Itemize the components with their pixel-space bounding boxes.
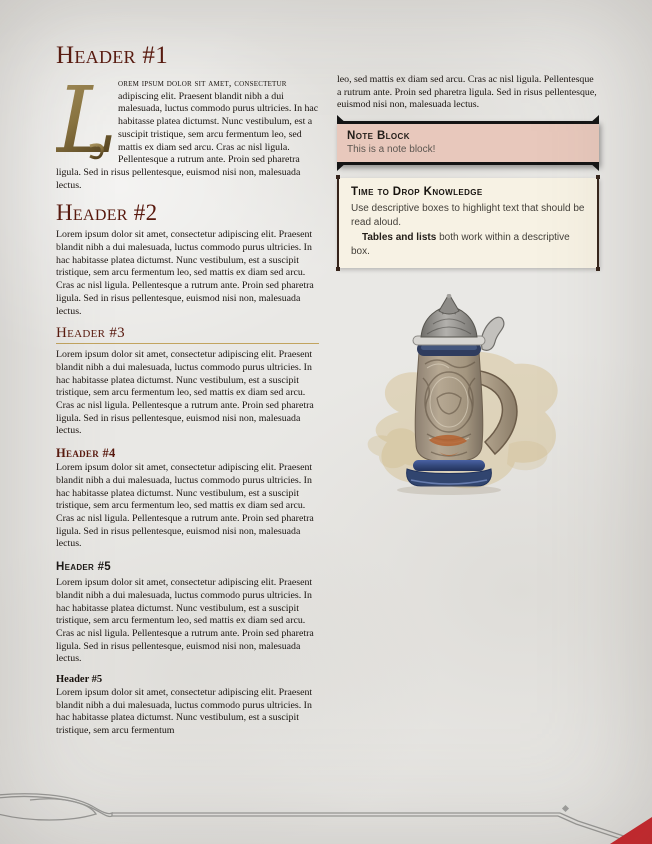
descriptive-corner-dot-icon — [596, 267, 600, 271]
note-block-title: Note Block — [347, 130, 410, 143]
stein-base-upper — [413, 460, 485, 471]
paragraph-1-text: adipiscing elit. Praesent blandit nibh a dui malesuada, luctus commodo purus ultricies. In hac habitasse platea dictumst. Nunc vestibulum, est a suscipit tristique, sem arcu fermentum leo, sed mattis ex diam sed arcu. Cras ac nisl ligula. Pellentesque a rutrum ante. Proin sed pharetra ligula. Sed in risus pellentesque, euismod nisi non, malesuada lectus. — [56, 90, 319, 191]
page-corner-triangle — [610, 817, 652, 844]
footer-leaf-icon — [0, 794, 560, 820]
paragraph-continuation: leo, sed mattis ex diam sed arcu. Cras ac nisl ligula. Pellentesque a rutrum ante. Proin sed pharetra ligula. Sed in risus pellentesque, euismod nisi non, malesuada lectus. — [337, 74, 597, 111]
right-column — [337, 43, 599, 509]
descriptive-box-line2-rest: both work within a descriptive box. — [351, 232, 570, 258]
footer-diamond-icon — [562, 805, 569, 812]
note-corner-bottom-right-icon — [589, 162, 599, 171]
descriptive-box — [337, 178, 599, 268]
paragraph-6-truncated: Lorem ipsum dolor sit amet, consectetur adipiscing elit. Praesent blandit nibh a dui malesuada, luctus commodo purus ultricies. In hac habitasse platea dictumst. Nunc vestibulum, est a suscipit tristique, sem arcu fermentum — [56, 687, 313, 737]
paragraph-2: Lorem ipsum dolor sit amet, consectetur adipiscing elit. Praesent blandit nibh a dui malesuada, luctus commodo purus ultricies. In hac habitasse platea dictumst. Nunc vestibulum, est a suscipit tristique, sem arcu fermentum leo, sed mattis ex diam sed arcu. Cras ac nisl ligula. Pellentesque a rutrum ante. Proin sed pharetra ligula. Sed in risus pellentesque, euismod nisi non, malesuada lectus. — [56, 229, 314, 317]
stein-ground-shadow — [397, 485, 501, 495]
note-block — [337, 121, 599, 165]
paragraph-5: Lorem ipsum dolor sit amet, consectetur adipiscing elit. Praesent blandit nibh a dui malesuada, luctus commodo purus ultricies. In hac habitasse platea dictumst. Nunc vestibulum, est a suscipit tristique, sem arcu fermentum leo, sed mattis ex diam sed arcu. Cras ac nisl ligula. Pellentesque a rutrum ante. Proin sed pharetra ligula. Sed in risus pellentesque, euismod nisi non, malesuada lectus. — [56, 577, 314, 665]
stein-neck-band-highlight — [421, 345, 477, 350]
header-3: Header #3 — [56, 325, 319, 344]
drop-cap-letter — [56, 80, 112, 164]
header-5-caps: Header #5 — [56, 561, 111, 574]
paragraph-3: Lorem ipsum dolor sit amet, consectetur adipiscing elit. Praesent blandit nibh a dui malesuada, luctus commodo purus ultricies. In hac habitasse platea dictumst. Nunc vestibulum, est a suscipit tristique, sem arcu fermentum leo, sed mattis ex diam sed arcu. Cras ac nisl ligula. Pellentesque a rutrum ante. Proin sed pharetra ligula. Sed in risus pellentesque, euismod nisi non, malesuada lectus. — [56, 349, 314, 437]
header-5-bold: Header #5 — [56, 674, 103, 686]
note-corner-bottom-left-icon — [337, 162, 347, 171]
left-column — [56, 43, 319, 738]
descriptive-box-line2-bold: Tables and lists — [362, 232, 437, 244]
note-corner-top-right-icon — [589, 115, 599, 124]
note-block-body: This is a note block! — [347, 144, 436, 156]
descriptive-corner-dot-icon — [336, 267, 340, 271]
beer-stein-image — [339, 294, 599, 509]
beer-stein-illustration — [339, 294, 579, 504]
stein-thumb-lever — [481, 317, 504, 350]
drop-cap-ornament — [56, 80, 112, 164]
svg-text:L: L — [56, 80, 112, 164]
descriptive-box-line1: Use descriptive boxes to highlight text that should be read aloud. — [351, 203, 585, 229]
header-2: Header #2 — [56, 200, 158, 226]
descriptive-box-line2 — [351, 231, 585, 259]
descriptive-corner-dot-icon — [336, 175, 340, 179]
descriptive-corner-dot-icon — [596, 175, 600, 179]
descriptive-box-title: Time to Drop Knowledge — [351, 186, 483, 199]
footer-flourish — [0, 792, 652, 844]
header-4: Header #4 — [56, 446, 116, 461]
watercolor-splash-right — [507, 441, 547, 470]
first-line-small-caps: orem ipsum dolor sit amet, consectetur — [118, 78, 287, 89]
paragraph-4: Lorem ipsum dolor sit amet, consectetur adipiscing elit. Praesent blandit nibh a dui malesuada, luctus commodo purus ultricies. In hac habitasse platea dictumst. Nunc vestibulum, est a suscipit tristique, sem arcu fermentum leo, sed mattis ex diam sed arcu. Cras ac nisl ligula. Pellentesque a rutrum ante. Proin sed pharetra ligula. Sed in risus pellentesque, euismod nisi non, malesuada lectus. — [56, 462, 314, 550]
header-1: Header #1 — [56, 42, 168, 69]
note-corner-top-left-icon — [337, 115, 347, 124]
paragraph-dropcap — [56, 78, 319, 192]
